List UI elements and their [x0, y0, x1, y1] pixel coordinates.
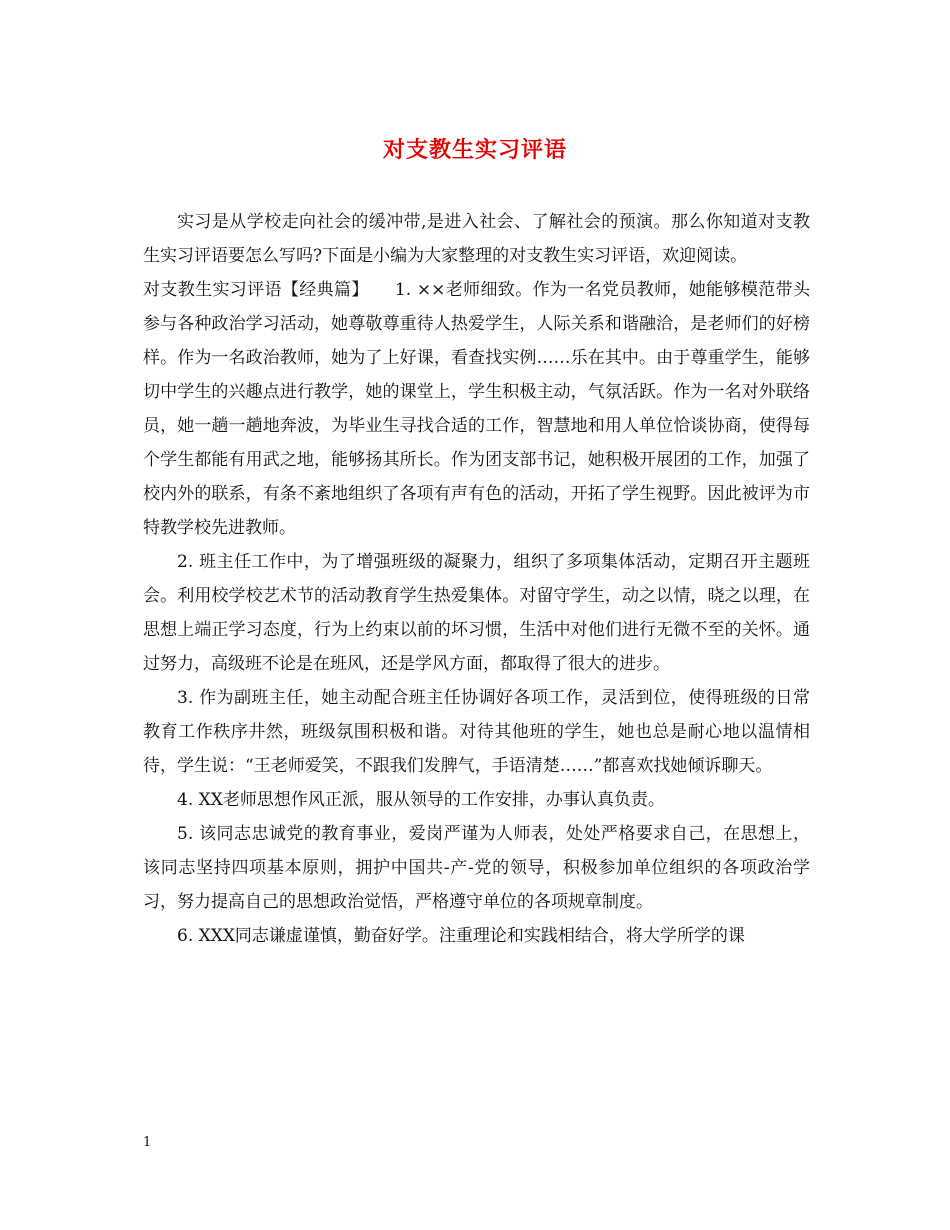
item-4-paragraph: 4. XX老师思想作风正派，服从领导的工作安排，办事认真负责。: [177, 790, 665, 810]
item-3-paragraph: 3. 作为副班主任，她主动配合班主任协调好各项工作，灵活到位，使得班级的日常教育工作秩序井然，班级氛围积极和谐。对待其他班的学生，她也总是耐心地以温情相待，学生说：“王老师爱笑，不跟我们发脾气，手语清楚……”都喜欢找她倾诉聊天。: [143, 688, 810, 776]
document-title: 对支教生实习评语: [382, 137, 567, 163]
item-5-paragraph: 5. 该同志忠诚党的教育事业，爱岗严谨为人师表，处处严格要求自己，在思想上，该同志坚持四项基本原则，拥护中国共-产-党的领导，积极参加单位组织的各项政治学习，努力提高自己的思想政治觉悟，严格遵守单位的各项规章制度。: [143, 824, 810, 912]
page-number: 1: [143, 1135, 152, 1150]
section-lead-paragraph: 对支教生实习评语【经典篇】 1. ××老师细致。作为一名党员教师，她能够模范带头参与各种政治学习活动，她尊敬尊重待人热爱学生，人际关系和谐融洽，是老师们的好榜样。作为一名政治教师，她为了上好课，看查找实例……乐在其中。由于尊重学生，能够切中学生的兴趣点进行教学，她的课堂上，学生积极主动，气氛活跃。作为一名对外联络员，她一趟一趟地奔波，为毕业生寻找合适的工作，智慧地和用人单位恰谈协商，使得每个学生都能有用武之地，能够扬其所长。作为团支部书记，她积极开展团的工作，加强了校内外的联系，有条不紊地组织了各项有声有色的活动，开拓了学生视野。因此被评为市特教学校先进教师。: [143, 280, 810, 538]
item-6-paragraph: 6. XXX同志谦虚谨慎，勤奋好学。注重理论和实践相结合，将大学所学的课: [177, 926, 745, 946]
intro-paragraph: 实习是从学校走向社会的缓冲带,是进入社会、了解社会的预演。那么你知道对支教生实习评语要怎么写吗?下面是小编为大家整理的对支教生实习评语，欢迎阅读。: [143, 212, 810, 266]
document-body: [143, 205, 810, 953]
item-2-paragraph: 2. 班主任工作中，为了增强班级的凝聚力，组织了多项集体活动，定期召开主题班会。利用校学校艺术节的活动教育学生热爱集体。对留守学生，动之以情，晓之以理，在思想上端正学习态度，行为上约束以前的坏习惯，生活中对他们进行无微不至的关怀。通过努力，高级班不论是在班风，还是学风方面，都取得了很大的进步。: [143, 552, 810, 674]
